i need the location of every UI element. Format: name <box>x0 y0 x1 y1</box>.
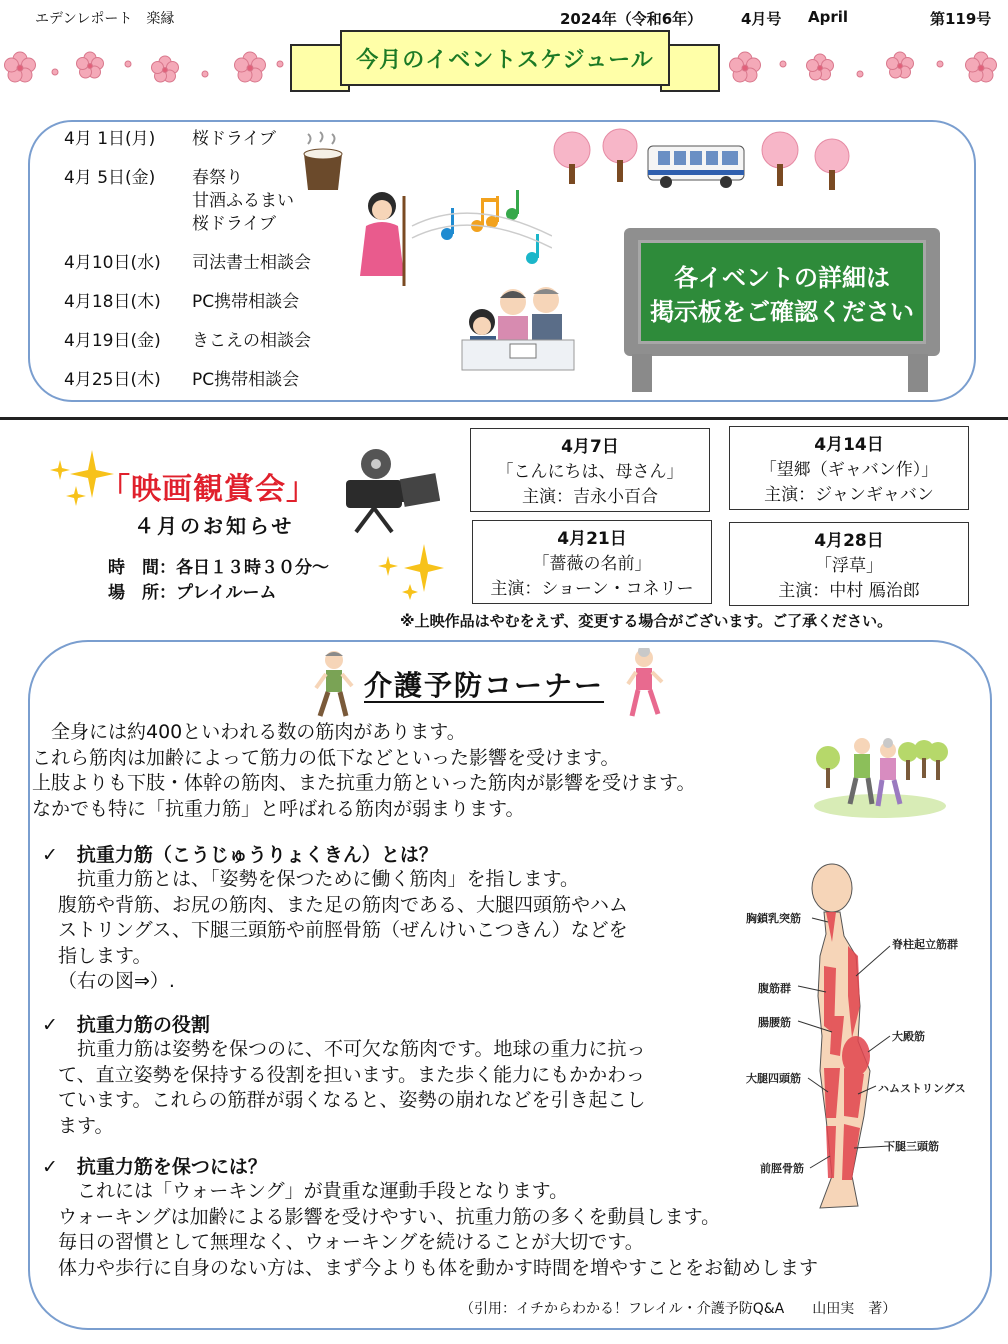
intro-line: これら筋肉は加齢によって筋力の低下などといった影響を受けます。 <box>32 746 620 769</box>
muscle-label: 大殿筋 <box>892 1030 925 1043</box>
muscle-label: 脊柱起立筋群 <box>892 938 958 951</box>
event-name: PC携帯相談会 <box>192 292 300 312</box>
film-card <box>729 522 969 606</box>
section-line: ています。これらの筋群が弱くなると、姿勢の崩れなどを引き起こし <box>58 1089 646 1111</box>
event-schedule-banner: 今月のイベントスケジュール <box>340 30 670 86</box>
consultation-illustration <box>458 280 578 380</box>
event-date: 4月 1日(月) <box>64 129 156 149</box>
event-row <box>64 330 311 353</box>
event-name: 桜ドライブ <box>192 129 276 149</box>
event-date: 4月10日(水) <box>64 253 161 273</box>
film-date: 4月21日 <box>557 529 627 549</box>
event-row <box>64 291 299 314</box>
event-date: 4月18日(木) <box>64 292 161 312</box>
sparkle-icon <box>376 540 446 602</box>
issue-year: 2024年（令和6年） <box>560 10 703 28</box>
section-line: ウォーキングは加齢による影響を受けやすい、抗重力筋の多くを動員します。 <box>58 1205 721 1228</box>
intro-line: 上肢よりも下肢・体幹の筋肉、また抗重力筋といった筋肉が影響を受けます。 <box>32 772 696 794</box>
notice-board-line-2: 掲示板をご確認ください <box>650 298 914 326</box>
intro-line: 全身には約400といわれる数の筋肉があります。 <box>32 721 466 743</box>
issue-month: 4月号 <box>741 10 782 28</box>
muscle-label: 大腿四頭筋 <box>746 1072 801 1085</box>
section-line: これには「ウォーキング」が貴重な運動手段となります。 <box>58 1180 569 1202</box>
film-date: 4月7日 <box>561 437 619 457</box>
section-heading: ✓ 抗重力筋（こうじゅうりょくきん）とは？ <box>42 844 438 866</box>
event-date: 4月19日(金) <box>64 331 161 351</box>
notice-board-leg-left <box>632 354 652 392</box>
section-line: ストリングス、下腿三頭筋や前脛骨筋（ぜんけいこつきん）などを <box>58 919 628 941</box>
amazake-cup-icon <box>298 128 348 196</box>
film-cast: 主演：ショーン・コネリー <box>490 579 694 599</box>
intro-line: なかでも特に「抗重力筋」と呼ばれる筋肉が弱まります。 <box>32 797 525 820</box>
notice-board <box>638 240 926 344</box>
walking-man-icon <box>312 650 356 720</box>
film-card <box>729 426 969 510</box>
event-row <box>64 252 311 275</box>
muscle-label: 前脛骨筋 <box>760 1162 804 1175</box>
movie-place: 場 所：プレイルーム <box>108 583 277 603</box>
muscle-label: 腹筋群 <box>758 982 791 995</box>
movie-event-subtitle: ４月のお知らせ <box>134 514 295 538</box>
blossom-row-right <box>715 44 1008 90</box>
film-title: 「薔薇の名前」 <box>532 554 652 574</box>
event-date: 4月 5日(金) <box>64 168 156 188</box>
section-line: 抗重力筋は姿勢を保つのに、不可欠な筋肉です。地球の重力に抗っ <box>58 1038 646 1060</box>
movie-time: 時 間：各日１３時３０分～ <box>108 558 329 578</box>
muscle-label: 胸鎖乳突筋 <box>746 912 801 925</box>
section-line: 指します。 <box>58 944 152 967</box>
issue-number: 第119号 <box>930 10 992 28</box>
issue-month-en: April <box>808 8 849 26</box>
event-row <box>64 369 299 392</box>
movie-camera-icon <box>340 446 440 534</box>
section-line: 体力や歩行に自身のない方は、まず今よりも体を動かす時間を増やすことをお勧めします <box>58 1256 819 1279</box>
event-date: 4月25日(木) <box>64 370 161 390</box>
event-name: 春祭り 甘酒ふるまい 桜ドライブ <box>192 168 294 234</box>
film-date: 4月14日 <box>814 435 884 455</box>
film-title: 「望郷（ギャバン作）」 <box>759 460 939 480</box>
citation: （引用：イチからわかる！フレイル・介護予防Q&A 山田実 著） <box>460 1301 897 1317</box>
event-name: PC携帯相談会 <box>192 370 300 390</box>
film-title: 「浮草」 <box>815 556 883 576</box>
section-line: 抗重力筋とは、「姿勢を保つために働く筋肉」を指します。 <box>58 868 579 890</box>
film-cast: 主演：ジャンギャバン <box>764 485 934 505</box>
walking-couple-illustration <box>812 734 948 818</box>
care-section-title: 介護予防コーナー <box>364 669 605 702</box>
film-schedule-note: ※上映作品はやむをえず、変更する場合がございます。ご了承ください。 <box>400 612 893 630</box>
film-card <box>470 428 710 512</box>
film-date: 4月28日 <box>814 531 884 551</box>
film-cast: 主演：中村 鴈治郎 <box>778 581 920 601</box>
section-line: ます。 <box>58 1114 114 1137</box>
muscle-label: 腸腰筋 <box>758 1016 791 1029</box>
muscle-label: ハムストリングス <box>878 1082 966 1095</box>
walking-woman-icon <box>622 648 666 720</box>
movie-event-title: 「映画観賞会」 <box>100 472 317 507</box>
event-row <box>64 128 276 151</box>
muscle-label: 下腿三頭筋 <box>884 1140 939 1153</box>
notice-board-line-1: 各イベントの詳細は <box>674 264 890 292</box>
publisher-name: エデンレポート 楽縁 <box>35 11 175 27</box>
section-line: て、直立姿勢を保持する役割を担います。また歩く能力にもかかわっ <box>58 1063 645 1086</box>
section-heading: ✓ 抗重力筋の役割 <box>42 1014 210 1036</box>
section-line: （右の図⇒）. <box>58 970 175 992</box>
film-card <box>472 520 712 604</box>
section-line: 腹筋や背筋、お尻の筋肉、また足の筋肉である、大腿四頭筋やハム <box>58 893 629 916</box>
notice-board-leg-right <box>908 354 928 392</box>
event-name: 司法書士相談会 <box>192 253 311 273</box>
event-row <box>64 167 294 236</box>
section-line: 毎日の習慣として無理なく、ウォーキングを続けることが大切です。 <box>58 1231 644 1253</box>
film-cast: 主演：吉永小百合 <box>522 487 658 507</box>
blossom-row-left <box>0 44 290 90</box>
event-name: きこえの相談会 <box>192 331 311 351</box>
sakura-drive-illustration <box>550 128 860 198</box>
section-heading: ✓ 抗重力筋を保つには？ <box>42 1156 267 1178</box>
film-title: 「こんにちは、母さん」 <box>496 462 684 482</box>
section-divider <box>0 417 1008 420</box>
